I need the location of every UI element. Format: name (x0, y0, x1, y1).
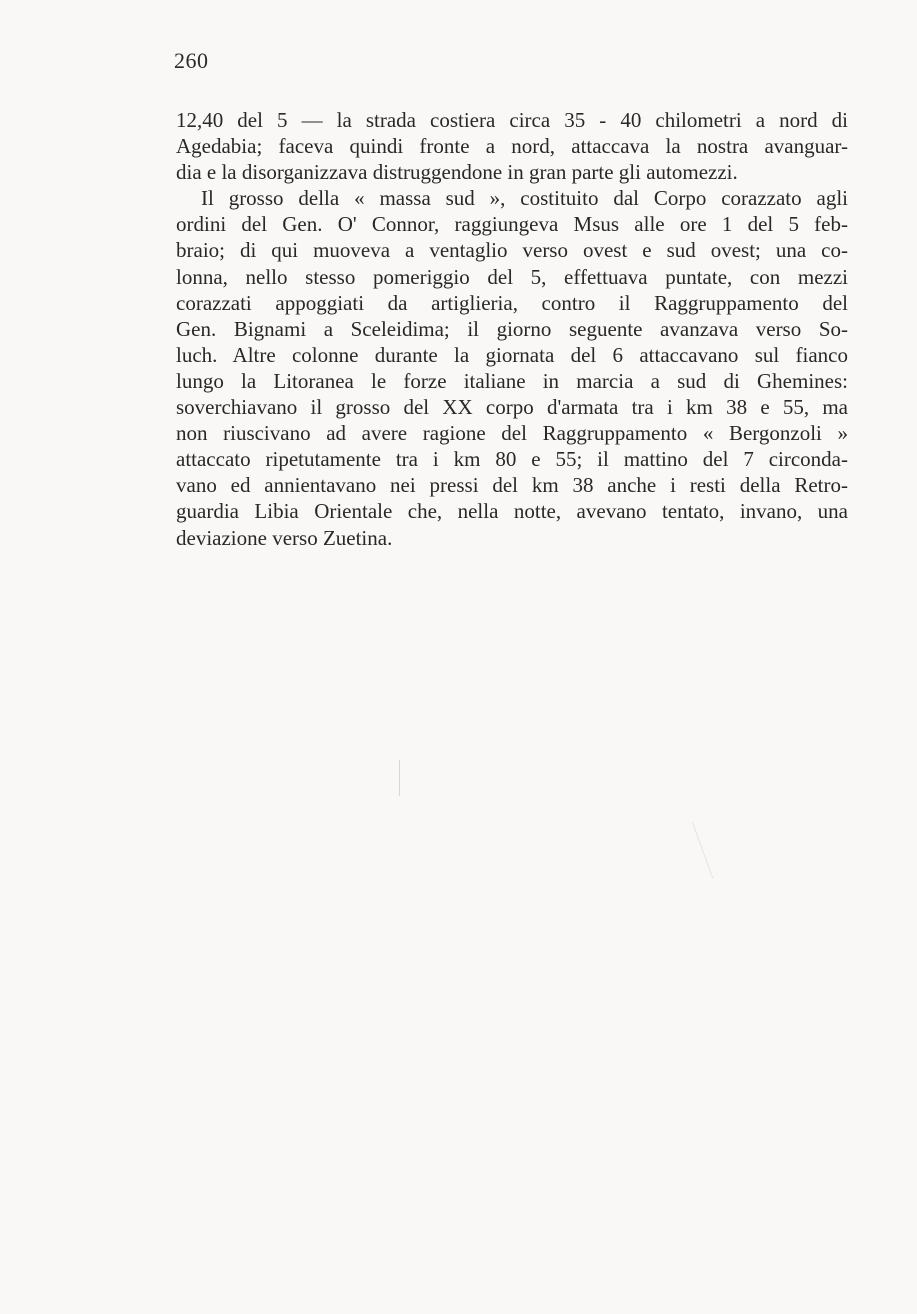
scan-artifact (399, 760, 400, 796)
text-line: vano ed annientavano nei pressi del km 38 anche i resti della Retro- (176, 473, 848, 498)
text-line: 12,40 del 5 — la strada costiera circa 35 - 40 chilometri a nord di (176, 108, 848, 132)
text-line: Agedabia; faceva quindi fronte a nord, attaccava la nostra avanguar- (176, 134, 848, 159)
text-line: braio; di qui muoveva a ventaglio verso ovest e sud ovest; una co- (176, 238, 848, 263)
text-line: corazzati appoggiati da artiglieria, contro il Raggruppamento del (176, 290, 848, 315)
text-line: dia e la disorganizzava distruggendone in gran parte gli automezzi. (176, 160, 738, 185)
scan-artifact (692, 822, 713, 879)
text-line: ordini del Gen. O' Connor, raggiungeva Msus alle ore 1 del 5 feb- (176, 212, 848, 237)
text-line: non riuscivano ad avere ragione del Raggruppamento « Bergonzoli » (176, 421, 848, 446)
page-number: 260 (174, 48, 209, 73)
text-line: attaccato ripetutamente tra i km 80 e 55; il mattino del 7 circonda- (176, 447, 848, 472)
text-line: guardia Libia Orientale che, nella notte, avevano tentato, invano, una (176, 499, 848, 524)
text-line: Gen. Bignami a Sceleidima; il giorno seguente avanzava verso So- (176, 316, 848, 341)
text-line: lonna, nello stesso pomeriggio del 5, effettuava puntate, con mezzi (176, 264, 848, 289)
text-line: luch. Altre colonne durante la giornata del 6 attaccavano sul fianco (176, 342, 848, 367)
text-line: lungo la Litoranea le forze italiane in marcia a sud di Ghemines: (176, 368, 848, 393)
text-line: soverchiavano il grosso del XX corpo d'armata tra i km 38 e 55, ma (176, 395, 848, 420)
body-text (176, 107, 848, 551)
text-line: deviazione verso Zuetina. (176, 525, 393, 550)
text-line: Il grosso della « massa sud », costituito dal Corpo corazzato agli (201, 186, 848, 211)
